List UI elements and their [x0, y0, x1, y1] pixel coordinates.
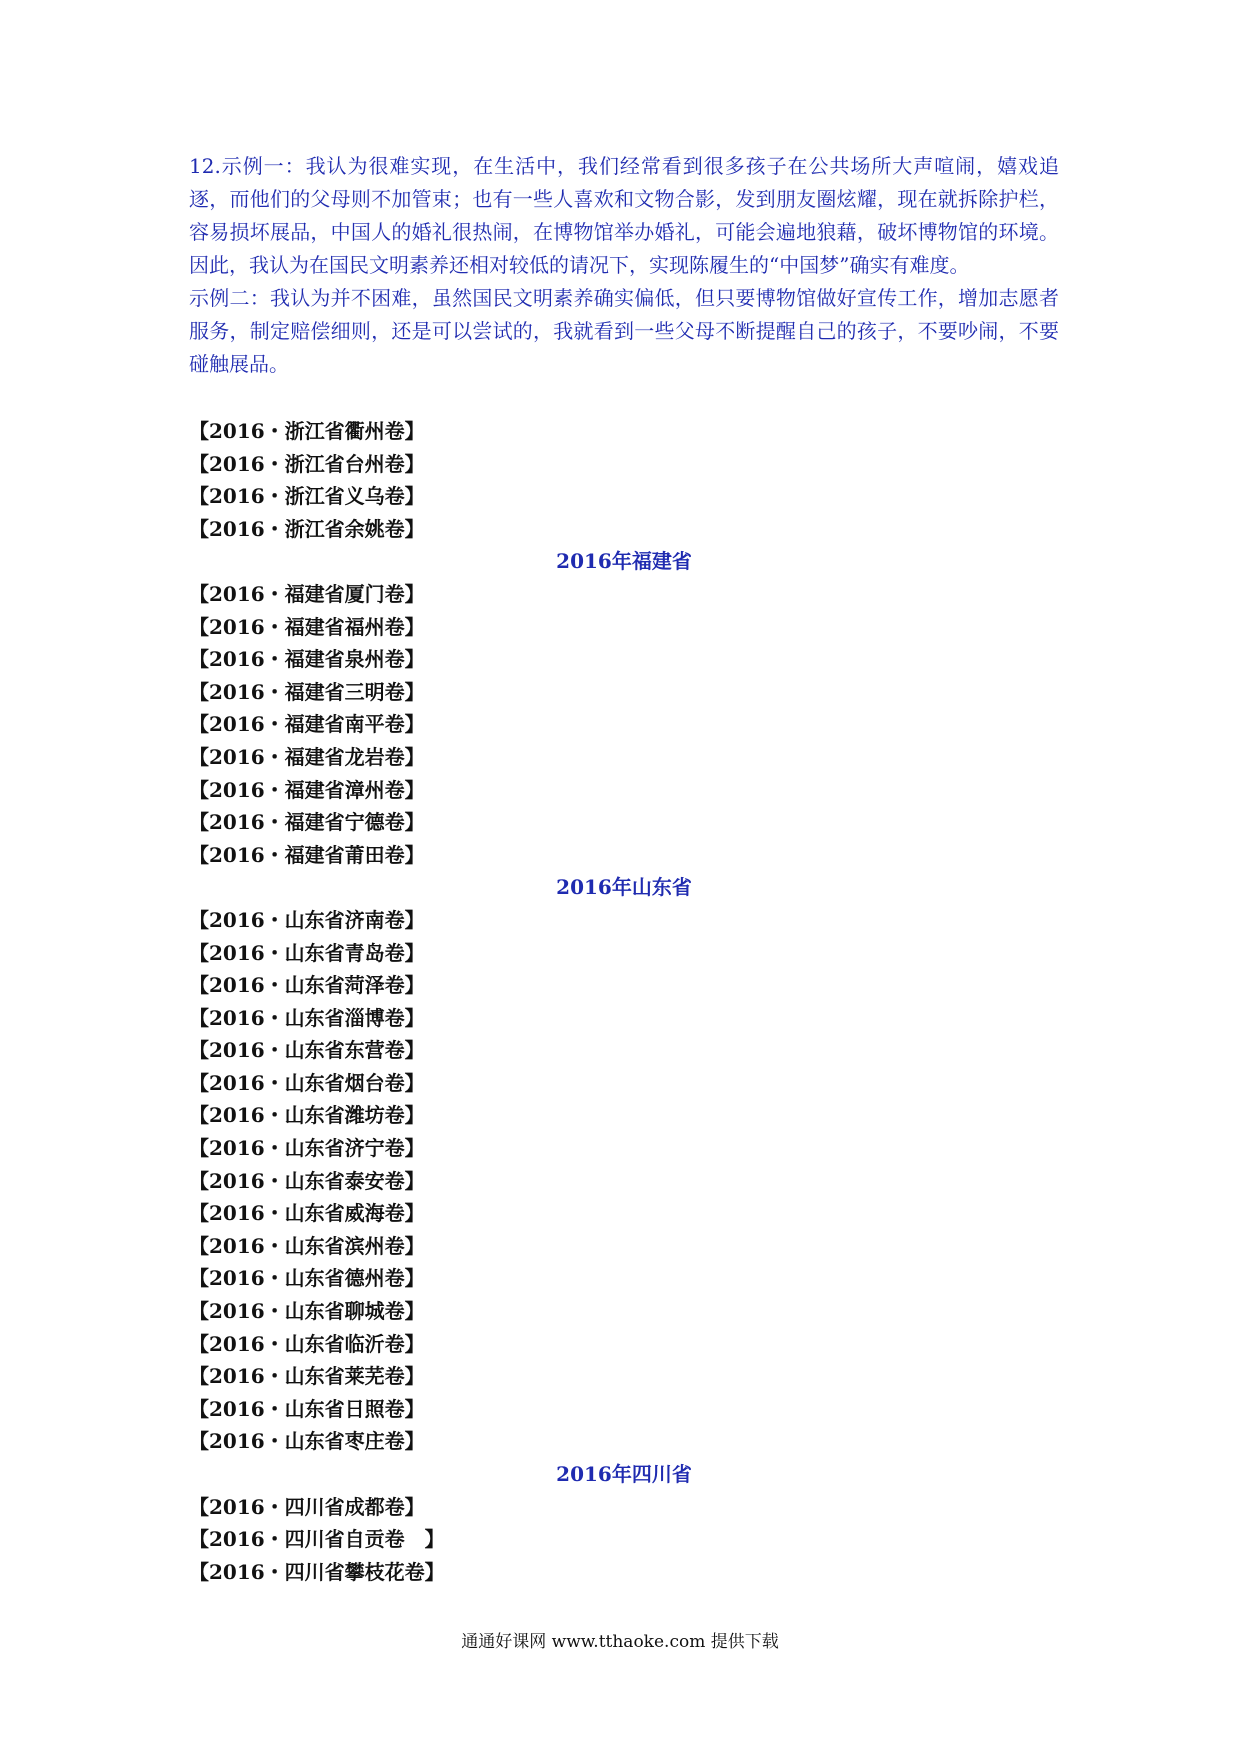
exam-item-shandong: 【2016・山东省滨州卷】 [189, 1233, 425, 1258]
section-heading-sichuan: 2016年四川省 [556, 1462, 692, 1486]
exam-item-shandong: 【2016・山东省淄博卷】 [189, 1005, 425, 1030]
exam-item-shandong: 【2016・山东省日照卷】 [189, 1396, 425, 1421]
answer-example-two: 示例二：我认为并不困难，虽然国民文明素养确实偏低，但只要博物馆做好宣传工作，增加志愿者服务，制定赔偿细则，还是可以尝试的，我就看到一些父母不断提醒自己的孩子，不要吵闹，不要碰触展品。 [189, 286, 1059, 376]
exam-item-shandong: 【2016・山东省泰安卷】 [189, 1168, 425, 1193]
exam-item-shandong: 【2016・山东省枣庄卷】 [189, 1429, 425, 1454]
exam-item-sichuan: 【2016・四川省自贡卷 】 [189, 1527, 445, 1552]
exam-item-zhejiang: 【2016・浙江省义乌卷】 [189, 484, 425, 509]
exam-item-sichuan: 【2016・四川省攀枝花卷】 [189, 1559, 445, 1584]
exam-item-fujian: 【2016・福建省厦门卷】 [189, 581, 425, 606]
exam-item-zhejiang: 【2016・浙江省台州卷】 [189, 451, 425, 476]
exam-item-zhejiang: 【2016・浙江省衢州卷】 [189, 419, 425, 443]
exam-item-shandong: 【2016・山东省临沂卷】 [189, 1331, 425, 1356]
exam-paper-list [189, 415, 1059, 1588]
exam-item-shandong: 【2016・山东省潍坊卷】 [189, 1103, 425, 1128]
exam-item-fujian: 【2016・福建省泉州卷】 [189, 647, 425, 672]
exam-item-shandong: 【2016・山东省莱芜卷】 [189, 1364, 425, 1389]
exam-item-shandong: 【2016・山东省威海卷】 [189, 1201, 425, 1226]
exam-item-shandong: 【2016・山东省德州卷】 [189, 1266, 425, 1291]
exam-item-fujian: 【2016・福建省莆田卷】 [189, 842, 425, 867]
section-heading-fujian: 2016年福建省 [556, 549, 692, 574]
exam-item-fujian: 【2016・福建省宁德卷】 [189, 810, 425, 835]
exam-item-shandong: 【2016・山东省烟台卷】 [189, 1070, 425, 1095]
exam-item-shandong: 【2016・山东省济宁卷】 [189, 1136, 425, 1161]
exam-item-fujian: 【2016・福建省南平卷】 [189, 712, 425, 737]
section-heading-shandong: 2016年山东省 [556, 875, 692, 900]
exam-item-shandong: 【2016・山东省菏泽卷】 [189, 973, 425, 998]
exam-item-shandong: 【2016・山东省聊城卷】 [189, 1299, 425, 1324]
exam-item-fujian: 【2016・福建省福州卷】 [189, 614, 425, 639]
exam-item-shandong: 【2016・山东省济南卷】 [189, 907, 425, 932]
answer-section [189, 150, 1059, 381]
exam-item-shandong: 【2016・山东省东营卷】 [189, 1038, 425, 1063]
exam-item-fujian: 【2016・福建省漳州卷】 [189, 777, 425, 802]
exam-item-sichuan: 【2016・四川省成都卷】 [189, 1494, 425, 1519]
exam-item-fujian: 【2016・福建省三明卷】 [189, 679, 425, 704]
page-footer: 通通好课网 www.tthaoke.com 提供下载 [461, 1632, 779, 1652]
exam-item-fujian: 【2016・福建省龙岩卷】 [189, 744, 425, 769]
answer-example-one: 12.示例一：我认为很难实现，在生活中，我们经常看到很多孩子在公共场所大声喧闹，嬉戏追逐，而他们的父母则不加管束；也有一些人喜欢和文物合影，发到朋友圈炫耀，现在就拆除护栏，容易损坏展品，中国人的婚礼很热闹，在博物馆举办婚礼，可能会遍地狼藉，破坏博物馆的环境。因此，我认为在国民文明素养还相对较低的请况下，实现陈履生的“中国梦”确实有难度。 [189, 154, 1059, 277]
exam-item-zhejiang: 【2016・浙江省余姚卷】 [189, 516, 425, 541]
exam-item-shandong: 【2016・山东省青岛卷】 [189, 940, 425, 965]
